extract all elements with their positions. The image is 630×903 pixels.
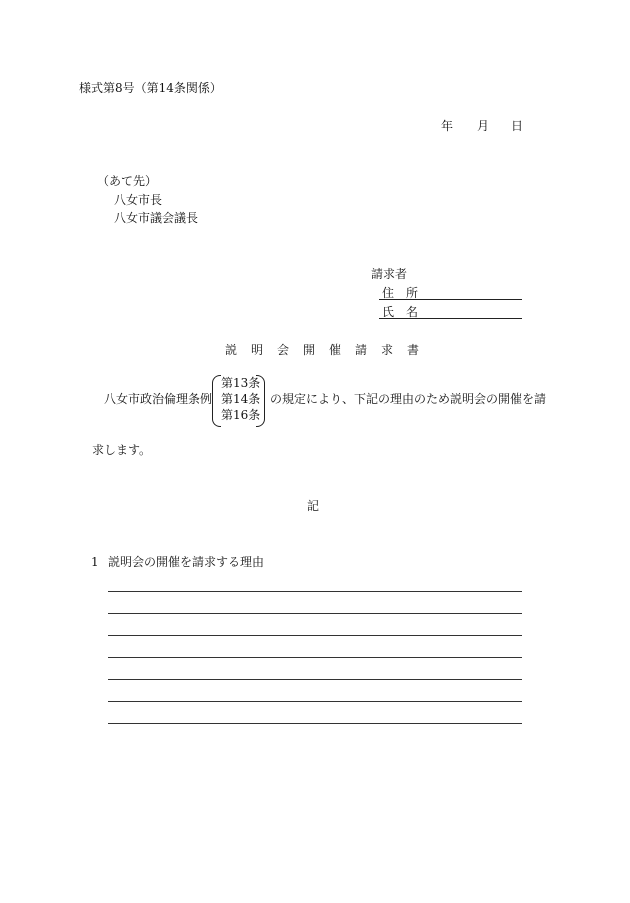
- reason-line[interactable]: [108, 679, 522, 680]
- article-14: 第14条: [221, 392, 261, 406]
- reason-line[interactable]: [108, 657, 522, 658]
- reason-line[interactable]: [108, 723, 522, 724]
- article-13: 第13条: [221, 376, 261, 390]
- requester-title: 請求者: [371, 267, 408, 281]
- section-heading: 説明会の開催を請求する理由: [108, 555, 265, 569]
- addressee-mayor: 八女市長: [114, 193, 163, 207]
- ki-heading: 記: [307, 499, 320, 513]
- address-underline: [379, 299, 522, 300]
- right-brace: [256, 375, 265, 427]
- section-number: 1: [91, 555, 99, 569]
- name-label: 氏 名: [382, 305, 419, 319]
- left-brace: [212, 375, 221, 427]
- addressee-council-chair: 八女市議会議長: [114, 211, 199, 225]
- article-16: 第16条: [221, 408, 261, 422]
- body-text: の規定により、下記の理由のため説明会の開催を請: [270, 392, 547, 406]
- reason-line[interactable]: [108, 613, 522, 614]
- addressee-label: （あて先）: [97, 174, 158, 188]
- form-number: 様式第8号（第14条関係）: [79, 81, 222, 95]
- reason-line[interactable]: [108, 591, 522, 592]
- date-year: 年: [441, 119, 454, 133]
- date-month: 月: [477, 119, 490, 133]
- address-label: 住 所: [382, 286, 419, 300]
- body-continuation: 求します。: [92, 443, 152, 457]
- name-underline: [379, 318, 522, 319]
- date-day: 日: [511, 119, 524, 133]
- reason-line[interactable]: [108, 701, 522, 702]
- reason-line[interactable]: [108, 635, 522, 636]
- document-title: 説明会開催請求書: [225, 343, 434, 357]
- ordinance-name: 八女市政治倫理条例: [104, 392, 213, 406]
